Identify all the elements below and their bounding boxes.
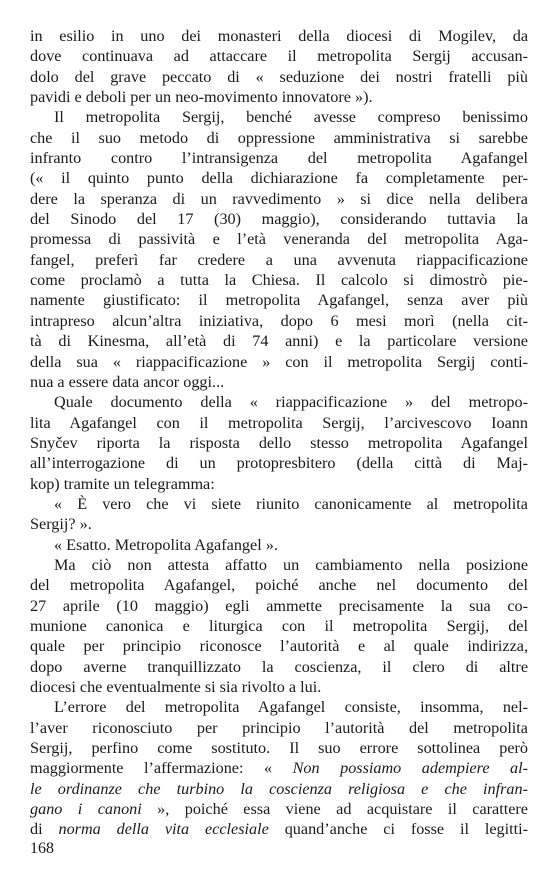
text-line: « Esatto. Metropolita Agafangel ». (54, 535, 278, 554)
body-text (30, 26, 528, 840)
text-line: all’interrogazione di un protopresbitero (della città di Maj- (30, 454, 528, 473)
text-line: dopo averne tranquillizzato la coscienza, il clero di altre (30, 657, 528, 676)
text-line: Il metropolita Sergij, benché avesse compreso benissimo (54, 108, 528, 127)
text-line: gano i canoni », poiché essa viene ad acquistare il carattere (30, 800, 528, 819)
text-line: Sergij, perfino come sostituto. Il suo errore sottolinea però (30, 739, 528, 758)
text-line: quale per principio riconosce l’autorità e al quale indirizza, (30, 637, 528, 656)
text-line: nua a essere data ancor oggi... (30, 372, 225, 391)
text-line: promessa di passività e l’età veneranda del metropolita Aga- (30, 230, 528, 249)
text-line: L’errore del metropolita Agafangel consiste, insomma, nel- (54, 698, 528, 717)
text-line: Sergij? ». (30, 515, 92, 534)
text-line: « È vero che vi siete riunito canonicamente al metropolita (54, 494, 528, 513)
text-line: che il suo metodo di oppressione amministrativa si sarebbe (30, 128, 528, 147)
text-line: della sua « riappacificazione » con il metropolita Sergij conti- (30, 352, 528, 371)
text-line: del Sinodo del 17 (30) maggio), considerando tuttavia la (30, 210, 528, 229)
text-line: 27 aprile (10 maggio) egli ammette precisamente la sua co- (30, 596, 528, 615)
text-line: namente giustificato: il metropolita Agafangel, senza aver più (30, 291, 528, 310)
text-line: l’aver riconosciuto per principio l’autorità del metropolita (30, 718, 528, 737)
text-line: dove continuava ad attaccare il metropolita Sergij accusan- (30, 47, 528, 66)
text-line: Quale documento della « riappacificazione » del metropo- (54, 393, 528, 412)
text-line: tà di Kinesma, all’età di 74 anni) e la particolare versione (30, 332, 528, 351)
text-line: diocesi che eventualmente si sia rivolto a lui. (30, 678, 322, 696)
text-line: Snyčev riporta la risposta dello stesso metropolita Agafangel (30, 433, 528, 452)
text-line: Ma ciò non attesta affatto un cambiamento nella posizione (54, 555, 528, 574)
text-line: (« il quinto punto della dichiarazione fa completamente per- (30, 169, 528, 188)
text-line: di norma della vita ecclesiale quand’anche ci fosse il legitti- (30, 820, 528, 839)
text-line: come proclamò a tutta la Chiesa. Il calcolo si dimostrò pie- (30, 271, 528, 290)
text-line: lita Agafangel con il metropolita Sergij, l’arcivescovo Ioann (30, 413, 528, 432)
text-line: dere la speranza di un ravvedimento » si dice nella delibera (30, 189, 528, 208)
text-line: le ordinanze che turbino la coscienza religiosa e che infran- (30, 779, 528, 798)
text-line: del metropolita Agafangel, poiché anche nel documento del (30, 576, 528, 595)
text-line: kop) tramite un telegramma: (30, 474, 215, 493)
text-line: dolo del grave peccato di « seduzione dei nostri fratelli più (30, 67, 528, 86)
text-line: pavidi e deboli per un neo-movimento innovatore »). (30, 88, 373, 107)
text-line: maggiormente l’affermazione: « Non possiamo adempiere al- (30, 759, 528, 778)
text-line: munione canonica e liturgica con il metropolita Sergij, del (30, 616, 528, 635)
text-line: in esilio in uno dei monasteri della diocesi di Mogilev, da (30, 27, 528, 45)
text-line: intrapreso alcun’altra iniziativa, dopo 6 mesi morì (nella cit- (30, 311, 528, 330)
text-line: fangel, preferì far credere a una avvenuta riappacificazione (30, 250, 528, 269)
text-line: infranto contro l’intransigenza del metropolita Agafangel (30, 149, 528, 168)
page-number: 168 (30, 840, 54, 857)
